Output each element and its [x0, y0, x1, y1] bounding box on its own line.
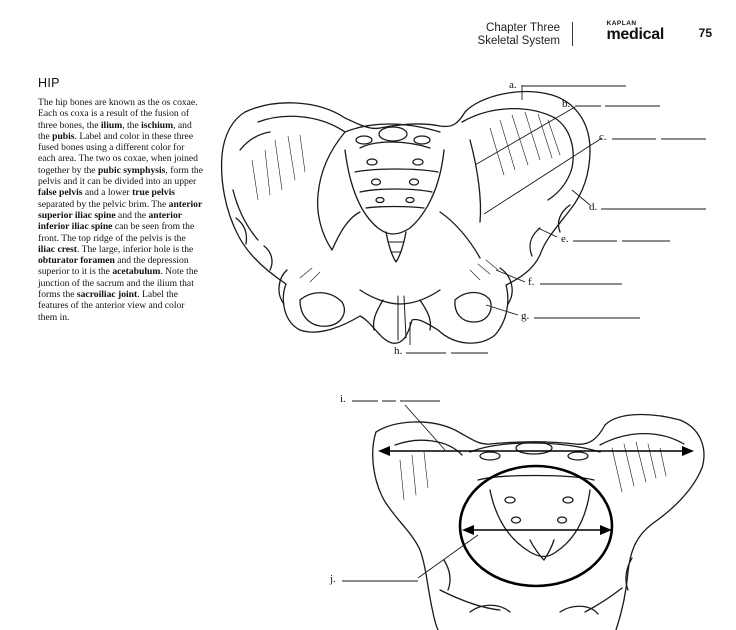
- label-h: h.: [394, 345, 403, 357]
- term-true-pelvis: true pelvis: [132, 187, 175, 199]
- text-run: . Note the junction of the sacrum and the ilium that forms the: [38, 266, 198, 301]
- page-number: 75: [698, 26, 712, 40]
- term-ilium: ilium: [100, 119, 123, 131]
- text-run: , and the: [38, 119, 192, 142]
- label-j: j.: [330, 573, 336, 585]
- text-run: and a lower: [82, 187, 133, 199]
- label-e: e.: [561, 233, 569, 245]
- logo-main: medical: [606, 26, 664, 43]
- answer-blanks: [342, 86, 706, 581]
- diagram-labels: [329, 79, 607, 585]
- chapter-title: Chapter Three: [486, 22, 560, 34]
- text-run: , form the pelvis and it can be divided into an upper: [38, 164, 203, 188]
- term-obturator-foramen: obturator foramen: [38, 255, 115, 267]
- term-iliac-crest: iliac crest: [38, 243, 77, 255]
- term-sacroiliac-joint: sacroiliac joint: [76, 289, 138, 301]
- text-run: . Label and color in these three fused bones using a different color for each area. The two os coxae, when joined together by the: [38, 130, 198, 176]
- text-run: , the: [122, 119, 142, 131]
- term-pubic-symphysis: pubic symphysis: [97, 164, 166, 176]
- leader-lines: [405, 85, 602, 578]
- text-run: separated by the pelvic brim. The: [38, 198, 169, 210]
- text-run: The hip bones are known as the os coxae. Each os coxa is a result of the fusion of three bones, the: [38, 97, 198, 131]
- text-run: . The large, inferior hole is the: [76, 243, 194, 255]
- pelvis-inlet-view: [373, 415, 704, 630]
- term-anterior-inferior-iliac-spine: anterior inferior iliac spine: [38, 209, 182, 233]
- text-run: can be seen from the front. The top ridge of the pelvis is the: [38, 221, 195, 244]
- label-c: c.: [599, 131, 607, 143]
- label-a: a.: [509, 79, 517, 91]
- term-pubis: pubis: [52, 130, 75, 142]
- label-i: i.: [340, 393, 346, 405]
- text-run: and the depression superior to it is the: [38, 255, 189, 278]
- logo-top: KAPLAN: [606, 20, 637, 27]
- term-acetabulum: acetabulum: [112, 266, 161, 278]
- text-run: and the: [115, 209, 149, 221]
- pelvic-inlet-outline: [460, 466, 612, 586]
- section-heading: HIP: [38, 76, 60, 90]
- pelvis-anterior-view: [222, 92, 590, 344]
- term-ischium: ischium: [141, 119, 174, 131]
- leader-i: [405, 405, 445, 450]
- label-b: b.: [562, 98, 571, 110]
- measurement-arrows: [378, 446, 694, 535]
- term-false-pelvis: false pelvis: [38, 187, 83, 199]
- label-d: d.: [589, 201, 598, 213]
- arrowhead-left: [378, 446, 390, 456]
- label-f: f.: [528, 276, 535, 288]
- label-g: g.: [521, 310, 530, 322]
- text-run: . Label the features of the anterior view and color them in.: [38, 289, 185, 323]
- arrowhead-right: [682, 446, 694, 456]
- section-title: Skeletal System: [477, 35, 560, 47]
- term-anterior-superior-iliac-spine: anterior superior iliac spine: [38, 198, 203, 221]
- arrowhead-left: [462, 525, 474, 535]
